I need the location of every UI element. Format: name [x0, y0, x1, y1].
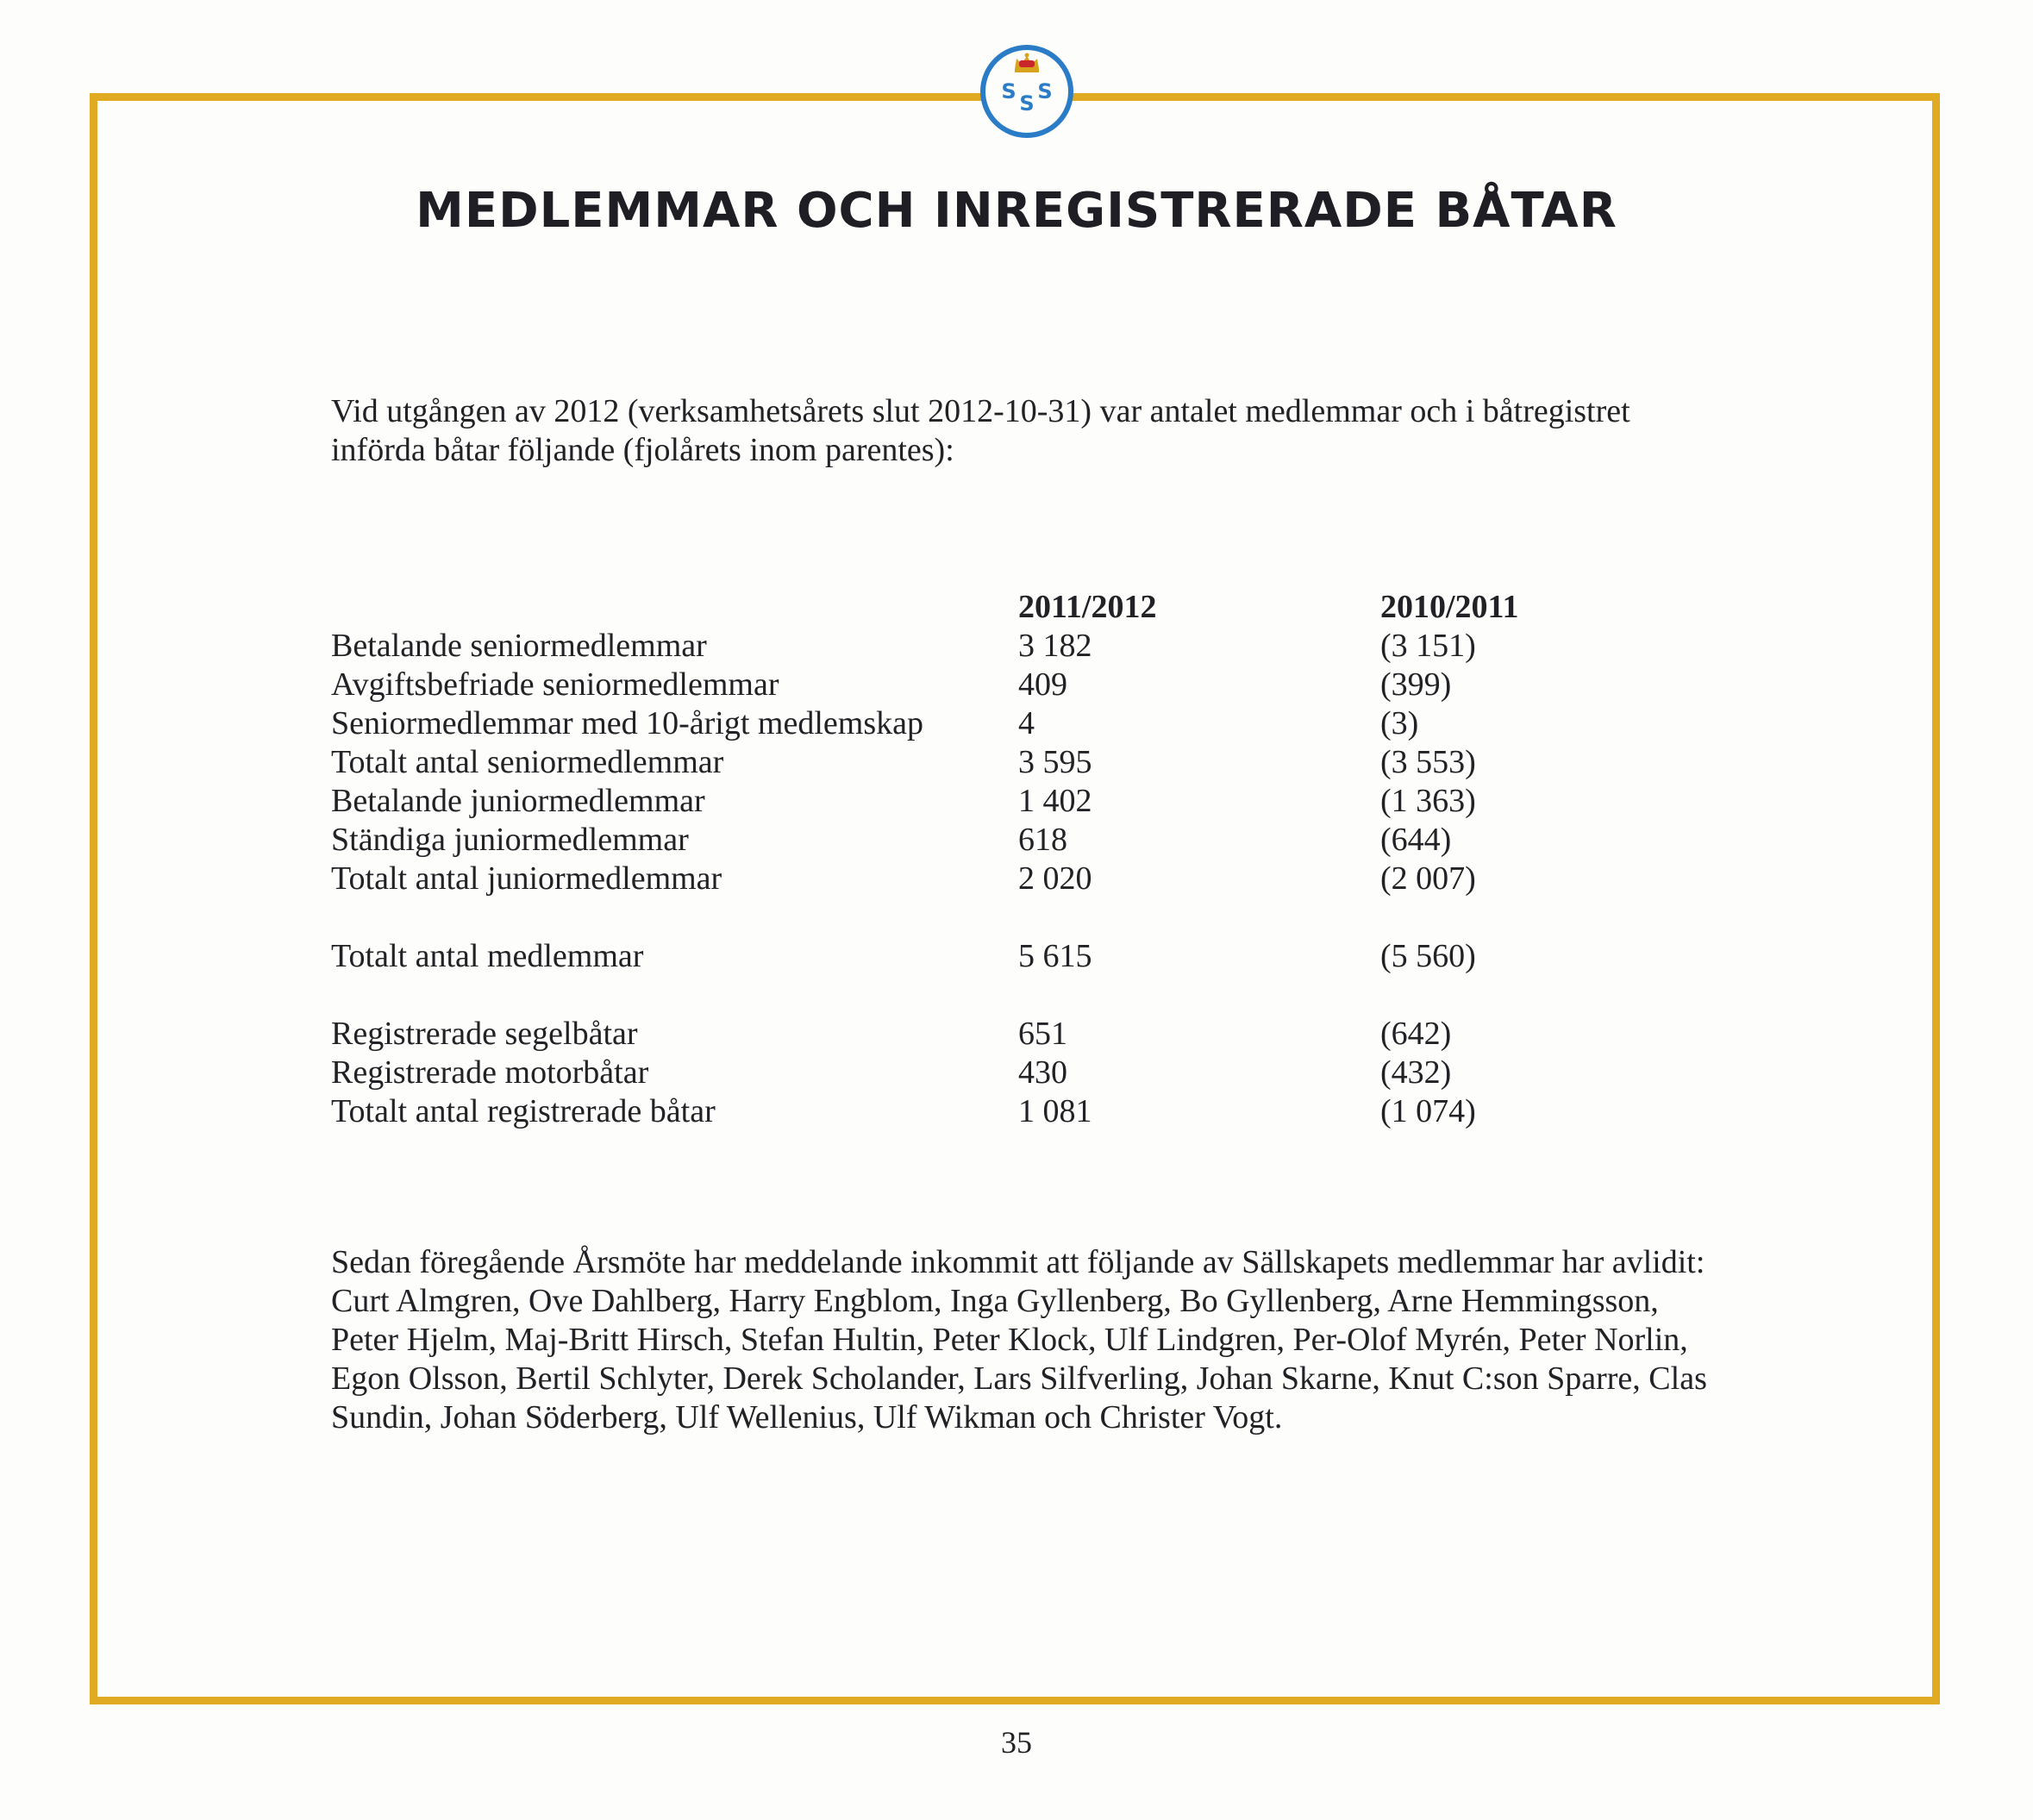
row-current-value: 3 182 — [1018, 628, 1092, 664]
table-row — [331, 666, 1607, 704]
row-label: Registrerade motorbåtar — [331, 1054, 649, 1091]
row-label: Betalande juniormedlemmar — [331, 783, 705, 819]
row-current-value: 1 402 — [1018, 783, 1092, 819]
row-label: Betalande seniormedlemmar — [331, 628, 707, 664]
sss-logo — [980, 45, 1073, 138]
row-label: Avgiftsbefriade seniormedlemmar — [331, 666, 779, 703]
table-row — [331, 743, 1607, 782]
row-current-value: 1 081 — [1018, 1093, 1092, 1129]
row-current-value: 3 595 — [1018, 744, 1092, 780]
row-current-value: 651 — [1018, 1016, 1067, 1052]
table-row — [331, 627, 1607, 666]
row-current-value: 618 — [1018, 822, 1067, 858]
svg-text:S: S — [1001, 79, 1016, 103]
row-previous-value: (399) — [1380, 666, 1452, 703]
table-header-row — [331, 588, 1607, 627]
page-number: 35 — [1001, 1725, 1032, 1760]
table-row — [331, 1054, 1607, 1092]
header-current-year: 2011/2012 — [1018, 589, 1157, 625]
row-current-value: 2 020 — [1018, 860, 1092, 897]
row-previous-value: (3 553) — [1380, 744, 1476, 780]
row-previous-value: (1 074) — [1380, 1093, 1476, 1129]
row-label: Seniormedlemmar med 10-årigt medlemskap — [331, 705, 923, 741]
page-title: MEDLEMMAR OCH INREGISTRERADE BÅTAR — [416, 183, 1617, 239]
row-label: Totalt antal seniormedlemmar — [331, 744, 724, 780]
row-current-value: 409 — [1018, 666, 1067, 703]
table-row — [331, 1092, 1607, 1131]
row-previous-value: (3) — [1380, 705, 1419, 741]
row-previous-value: (1 363) — [1380, 783, 1476, 819]
svg-text:S: S — [1019, 91, 1035, 116]
crown-icon — [985, 50, 1068, 133]
table-row — [331, 782, 1607, 821]
row-previous-value: (2 007) — [1380, 860, 1476, 897]
row-label: Totalt antal juniormedlemmar — [331, 860, 722, 897]
row-previous-value: (432) — [1380, 1054, 1452, 1091]
intro-paragraph: Vid utgången av 2012 (verksamhetsårets slut 2012-10-31) var antalet medlemmar och i båtregistret införda båtar följande (fjolårets inom parentes): — [331, 393, 1630, 468]
row-label: Totalt antal registrerade båtar — [331, 1093, 716, 1129]
row-label: Totalt antal medlemmar — [331, 938, 644, 974]
table-row — [331, 937, 1607, 976]
row-label: Ständiga juniormedlemmar — [331, 822, 689, 858]
row-previous-value: (5 560) — [1380, 938, 1476, 974]
table-row — [331, 704, 1607, 743]
row-current-value: 5 615 — [1018, 938, 1092, 974]
row-previous-value: (644) — [1380, 822, 1452, 858]
membership-table — [331, 588, 1607, 1131]
row-label: Registrerade segelbåtar — [331, 1016, 638, 1052]
table-row — [331, 1015, 1607, 1054]
table-row — [331, 821, 1607, 860]
table-row — [331, 860, 1607, 898]
row-previous-value: (642) — [1380, 1016, 1452, 1052]
memorial-paragraph: Sedan föregående Årsmöte har meddelande inkommit att följande av Sällskapets medlemmar har avlidit: Curt Almgren, Ove Dahlberg, Harry Engblom, Inga Gyllenberg, Bo Gyllenberg, Arne Hemmingsson, Peter Hjelm, Maj-Britt Hirsch, Stefan Hultin, Peter Klock, Ulf Lindgren, Per-Olof Myrén, Peter Norlin, Egon Olsson, Bertil Schlyter, Derek Scholander, Lars Silfverling, Johan Skarne, Knut C:son Sparre, Clas Sundin, Johan Söderberg, Ulf Wellenius, Ulf Wikman och Christer Vogt. — [331, 1244, 1707, 1435]
row-current-value: 4 — [1018, 705, 1035, 741]
row-previous-value: (3 151) — [1380, 628, 1476, 664]
svg-text:S: S — [1037, 79, 1053, 103]
row-current-value: 430 — [1018, 1054, 1067, 1091]
header-previous-year: 2010/2011 — [1380, 589, 1519, 625]
